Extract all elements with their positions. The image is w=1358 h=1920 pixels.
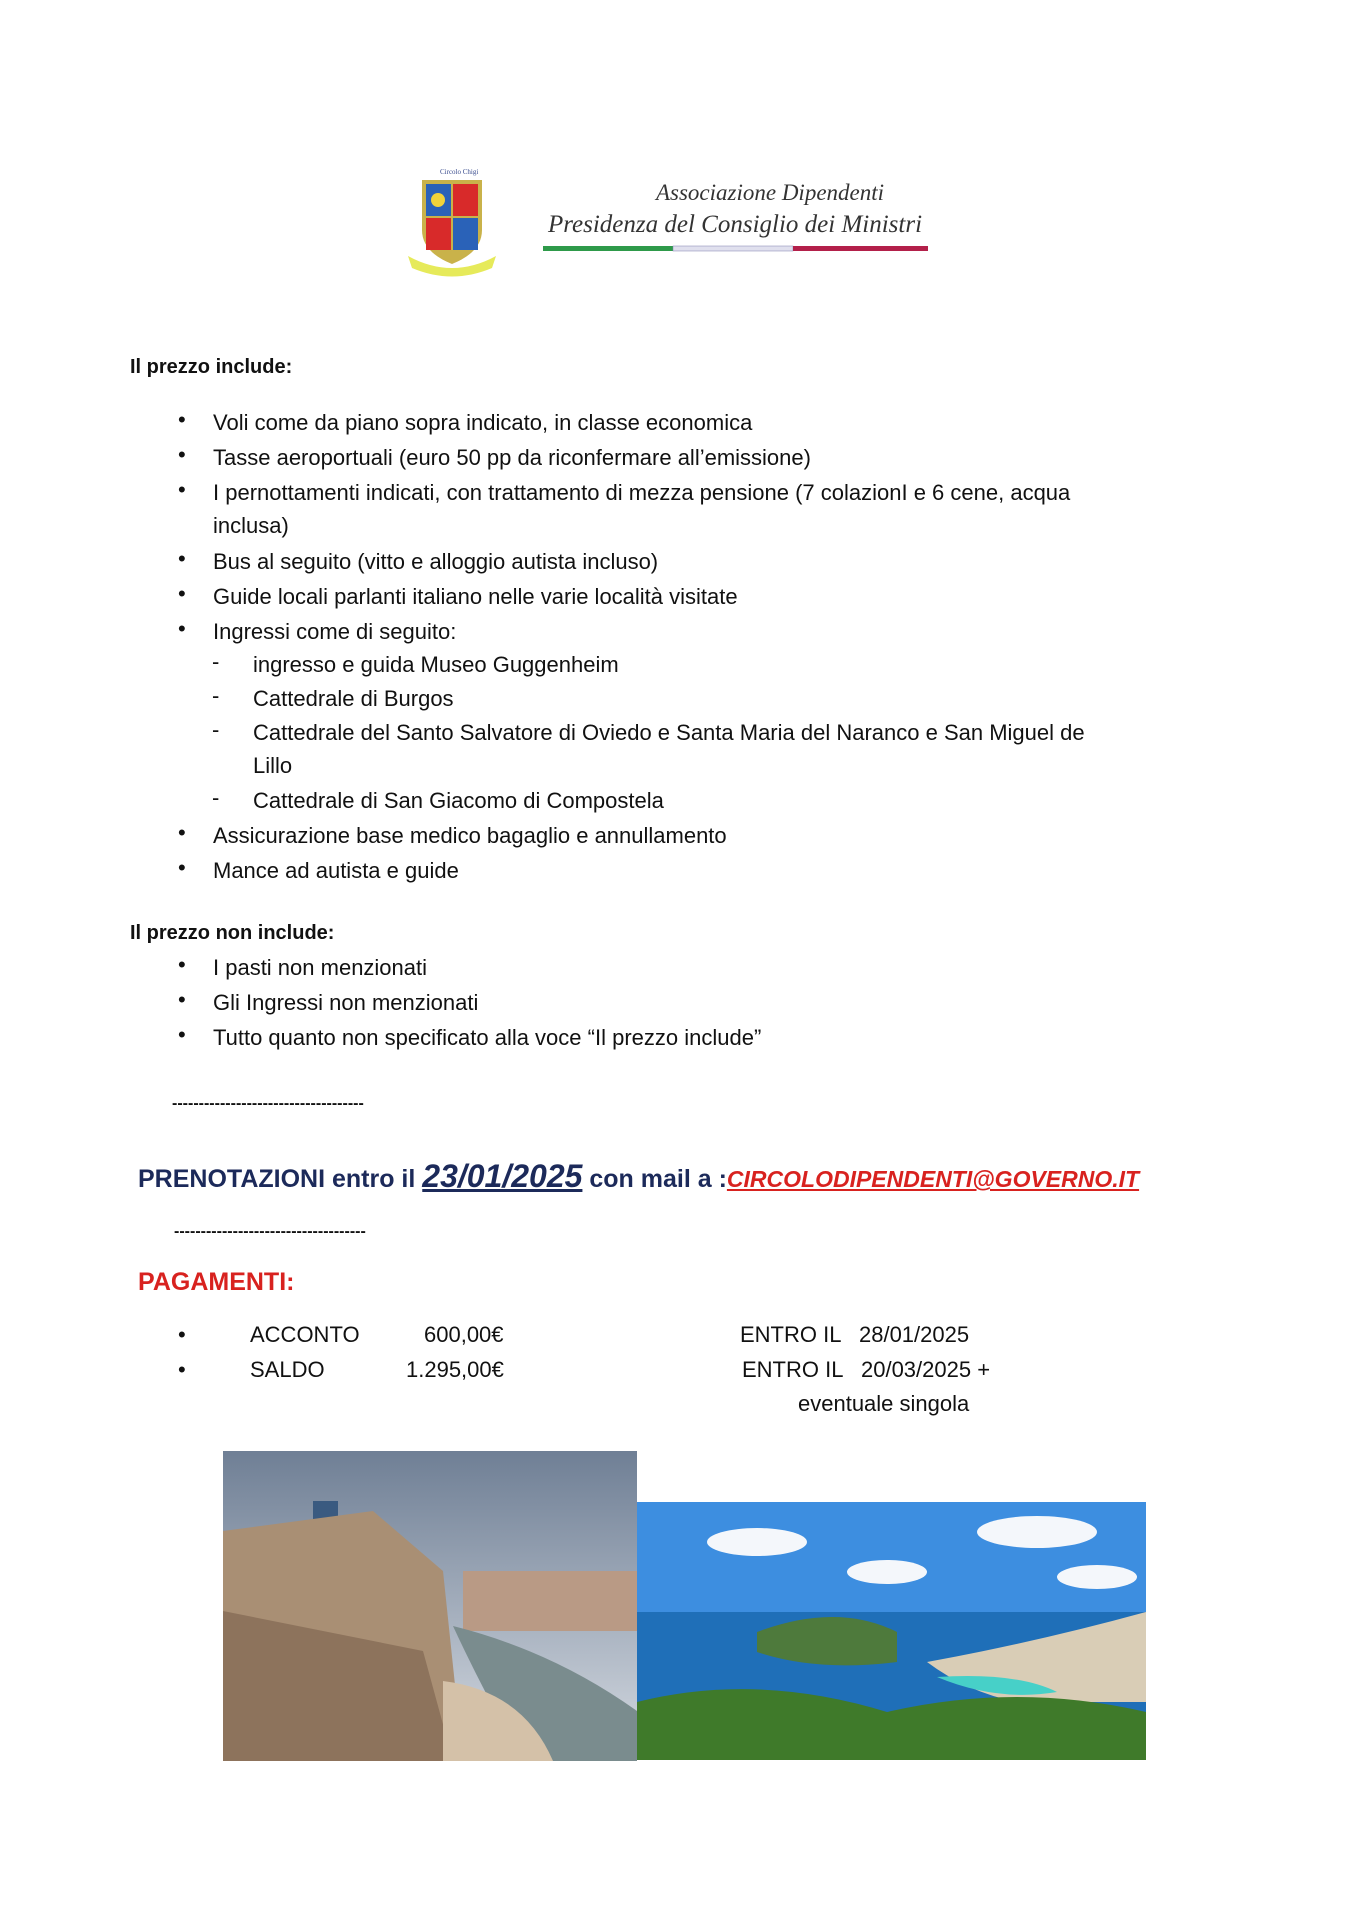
bullet: • xyxy=(178,820,186,845)
include-item: Ingressi come di seguito: xyxy=(213,619,457,644)
exclude-item: Tutto quanto non specificato alla voce “Il prezzo include” xyxy=(213,1025,762,1050)
bullet: • xyxy=(178,952,186,977)
include-sub-item: Cattedrale di Burgos xyxy=(253,686,454,711)
payment-note: eventuale singola xyxy=(798,1391,970,1416)
payment-amount: 600,00€ xyxy=(424,1322,504,1347)
dash-marker: - xyxy=(212,683,220,708)
association-logo xyxy=(400,160,980,278)
dash-marker: - xyxy=(212,785,220,810)
dash-marker: - xyxy=(212,649,220,674)
exclude-item: Gli Ingressi non menzionati xyxy=(213,990,479,1015)
bullet: • xyxy=(178,1022,186,1047)
include-item-cont: inclusa) xyxy=(213,513,289,538)
payment-label: ACCONTO xyxy=(250,1322,360,1347)
bullet: • xyxy=(178,546,186,571)
booking-email-link[interactable]: CIRCOLODIPENDENTI@GOVERNO.IT xyxy=(726,1166,1140,1192)
bullet: • xyxy=(178,1357,186,1382)
include-sub-item: Cattedrale di San Giacomo di Compostela xyxy=(253,788,664,813)
bullet: • xyxy=(178,1322,186,1347)
separator-line: ------------------------------------ xyxy=(172,1095,364,1112)
bullet: • xyxy=(178,442,186,467)
include-item: Guide locali parlanti italiano nelle varie località visitate xyxy=(213,584,738,609)
include-item: Tasse aeroportuali (euro 50 pp da riconfermare all’emissione) xyxy=(213,445,811,470)
logo-badge-text: Circolo Chigi xyxy=(440,168,479,176)
bullet: • xyxy=(178,616,186,641)
booking-date: 23/01/2025 xyxy=(422,1158,583,1194)
include-item: Mance ad autista e guide xyxy=(213,858,459,883)
include-item: I pernottamenti indicati, con trattamento di mezza pensione (7 colazionI e 6 cene, acqua xyxy=(213,480,1071,505)
payment-label: SALDO xyxy=(250,1357,325,1382)
include-sub-item-cont: Lillo xyxy=(253,753,293,778)
bullet: • xyxy=(178,407,186,432)
includes-heading: Il prezzo include: xyxy=(130,356,293,378)
exclude-item: I pasti non menzionati xyxy=(213,955,428,980)
bullet: • xyxy=(178,477,186,502)
san-sebastian-bay-photo xyxy=(637,1502,1146,1760)
include-item: Bus al seguito (vitto e alloggio autista incluso) xyxy=(213,549,659,574)
booking-line xyxy=(138,1158,1139,1195)
include-sub-item: Cattedrale del Santo Salvatore di Oviedo e Santa Maria del Naranco e San Miguel de xyxy=(253,720,1085,745)
booking-prefix: PRENOTAZIONI entro il xyxy=(138,1165,423,1193)
logo-line1: Associazione Dipendenti xyxy=(655,180,885,205)
booking-middle: con mail a : xyxy=(582,1165,727,1193)
separator-line: ------------------------------------ xyxy=(174,1223,366,1240)
guggenheim-bilbao-photo xyxy=(223,1451,637,1761)
payment-due: ENTRO IL 28/01/2025 xyxy=(740,1322,970,1347)
bullet: • xyxy=(178,987,186,1012)
payment-due: ENTRO IL 20/03/2025 + xyxy=(742,1357,991,1382)
payments-heading: PAGAMENTI: xyxy=(138,1268,295,1296)
bullet: • xyxy=(178,581,186,606)
payment-amount: 1.295,00€ xyxy=(406,1357,504,1382)
logo-line2: Presidenza del Consiglio dei Ministri xyxy=(547,211,923,238)
dash-marker: - xyxy=(212,717,220,742)
include-item: Voli come da piano sopra indicato, in classe economica xyxy=(213,410,753,435)
include-sub-item: ingresso e guida Museo Guggenheim xyxy=(253,652,619,677)
include-item: Assicurazione base medico bagaglio e annullamento xyxy=(213,823,727,848)
excludes-heading: Il prezzo non include: xyxy=(130,922,335,944)
bullet: • xyxy=(178,855,186,880)
